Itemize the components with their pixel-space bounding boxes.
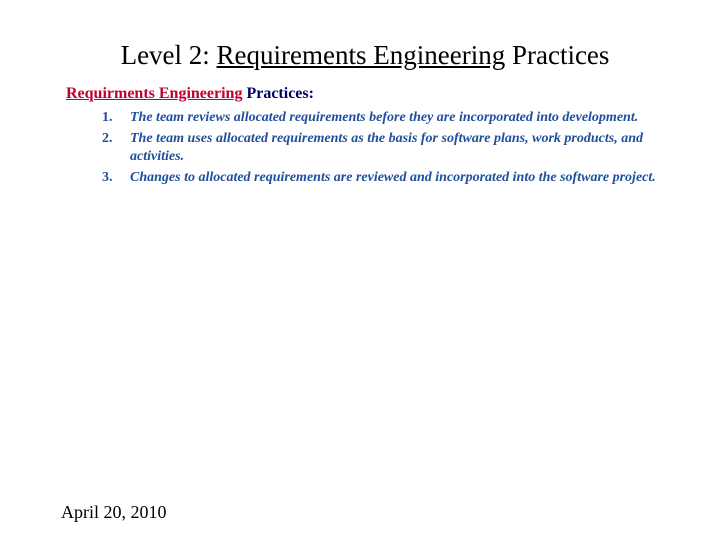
title-underlined-term: Requirements Engineering [216,40,506,70]
section-heading-suffix: Practices: [242,85,314,102]
list-item-number: 3. [102,170,113,185]
list-item-text: Changes to allocated requirements are reviewed and incorporated into the software project. [130,170,656,185]
practice-list [96,109,656,190]
list-item-number: 1. [102,110,113,125]
section-heading [66,84,314,104]
section-heading-underlined: Requirments Engineering [66,85,243,102]
title-prefix: Level 2: [120,40,217,70]
list-item [96,169,656,187]
footer-date: April 20, 2010 [61,502,167,522]
slide-title [0,38,720,72]
list-item [96,109,656,127]
list-item [96,130,656,166]
title-suffix: Practices [505,40,610,70]
list-item-text: The team reviews allocated requirements before they are incorporated into development. [130,110,639,125]
list-item-number: 2. [102,131,113,146]
list-item-text: The team uses allocated requirements as the basis for software plans, work products, and activities. [130,131,643,164]
